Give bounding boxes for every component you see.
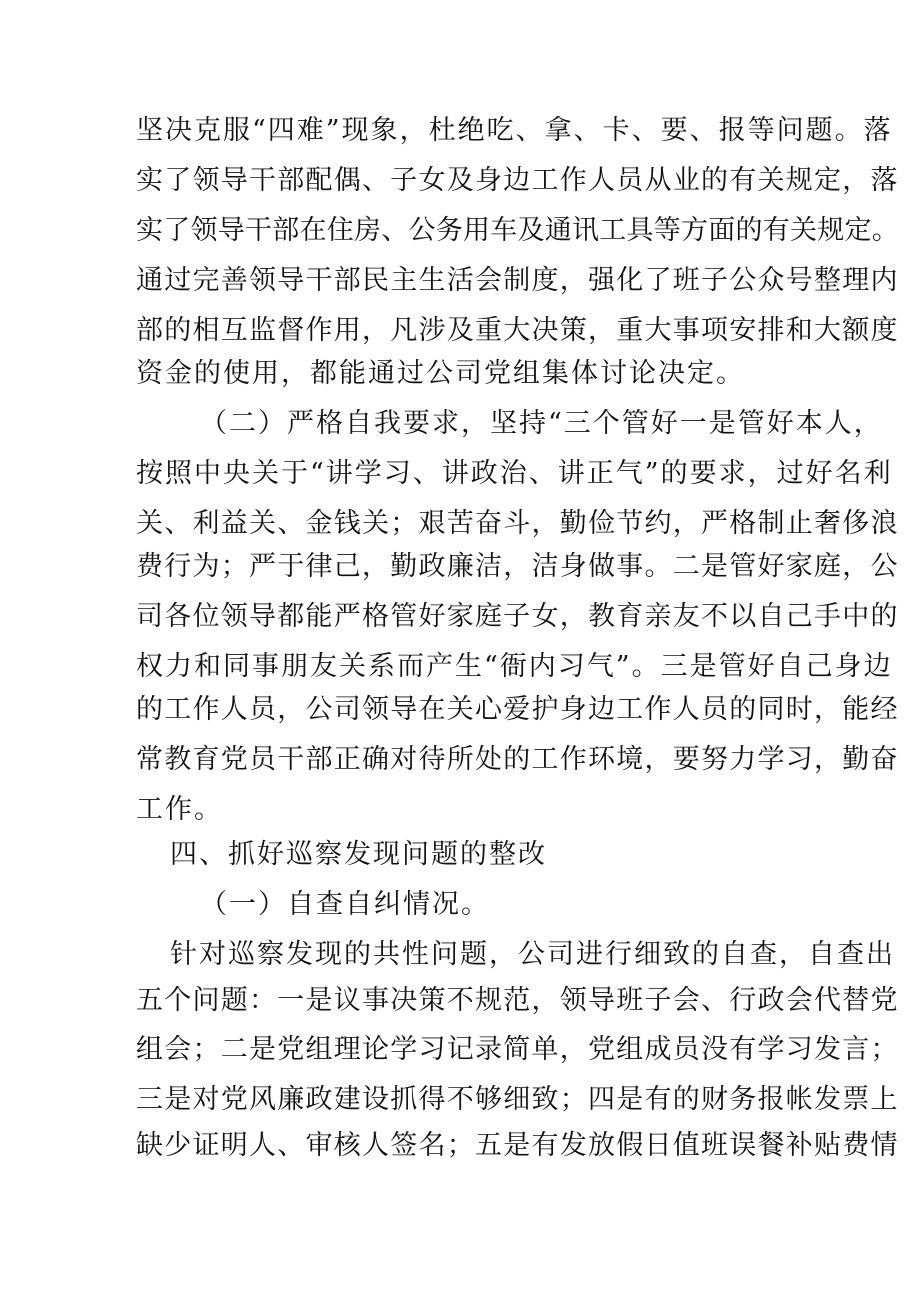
text-line: 费行为；严于律己，勤政廉洁，洁身做事。二是管好家庭，公 (136, 551, 899, 582)
text-line: 工作。 (136, 794, 223, 825)
text-line: 实了领导干部在住房、公务用车及通讯工具等方面的有关规定。 (136, 215, 899, 246)
text-line: 缺少证明人、审核人签名；五是有发放假日值班误餐补贴费情 (136, 1130, 899, 1161)
text-line: 部的相互监督作用，凡涉及重大决策，重大事项安排和大额度 (136, 315, 899, 346)
text-line: 权力和同事朋友关系而产生“衙内习气”。三是管好自己身边 (136, 651, 893, 682)
text-line: 实了领导干部配偶、子女及身边工作人员从业的有关规定，落 (136, 165, 899, 196)
text-line: 按照中央关于“讲学习、讲政治、讲正气”的要求，过好名利 (136, 458, 893, 489)
section-heading: （二）严格自我要求，坚持“三个管好一是管好本人， (200, 408, 883, 439)
text-line: 通过完善领导干部民主生活会制度，强化了班子公众号整理内 (136, 265, 899, 296)
text-line: 资金的使用，都能通过公司党组集体讨论决定。 (136, 358, 745, 389)
section-heading: 四、抓好巡察发现问题的整改 (170, 839, 547, 870)
text-line: 关、利益关、金钱关；艰苦奋斗，勤俭节约，严格制止奢侈浪 (136, 508, 899, 539)
text-line: 组会；二是党组理论学习记录简单，党组成员没有学习发言； (136, 1034, 899, 1065)
text-line: 五个问题：一是议事决策不规范，领导班子会、行政会代替党 (136, 985, 899, 1016)
text-line: 针对巡察发现的共性问题，公司进行细致的自查，自查出 (170, 939, 895, 970)
text-line: 坚决克服“四难”现象，杜绝吃、拿、卡、要、报等问题。落 (136, 115, 893, 146)
text-line: 的工作人员，公司领导在关心爱护身边工作人员的同时，能经 (136, 694, 899, 725)
text-line: 常教育党员干部正确对待所处的工作环境，要努力学习，勤奋 (136, 744, 899, 775)
text-line: 司各位领导都能严格管好家庭子女，教育亲友不以自己手中的 (136, 601, 899, 632)
subsection-heading: （一）自查自纠情况。 (200, 889, 490, 920)
text-line: 三是对党风廉政建设抓得不够细致；四是有的财务报帐发票上 (136, 1084, 899, 1115)
